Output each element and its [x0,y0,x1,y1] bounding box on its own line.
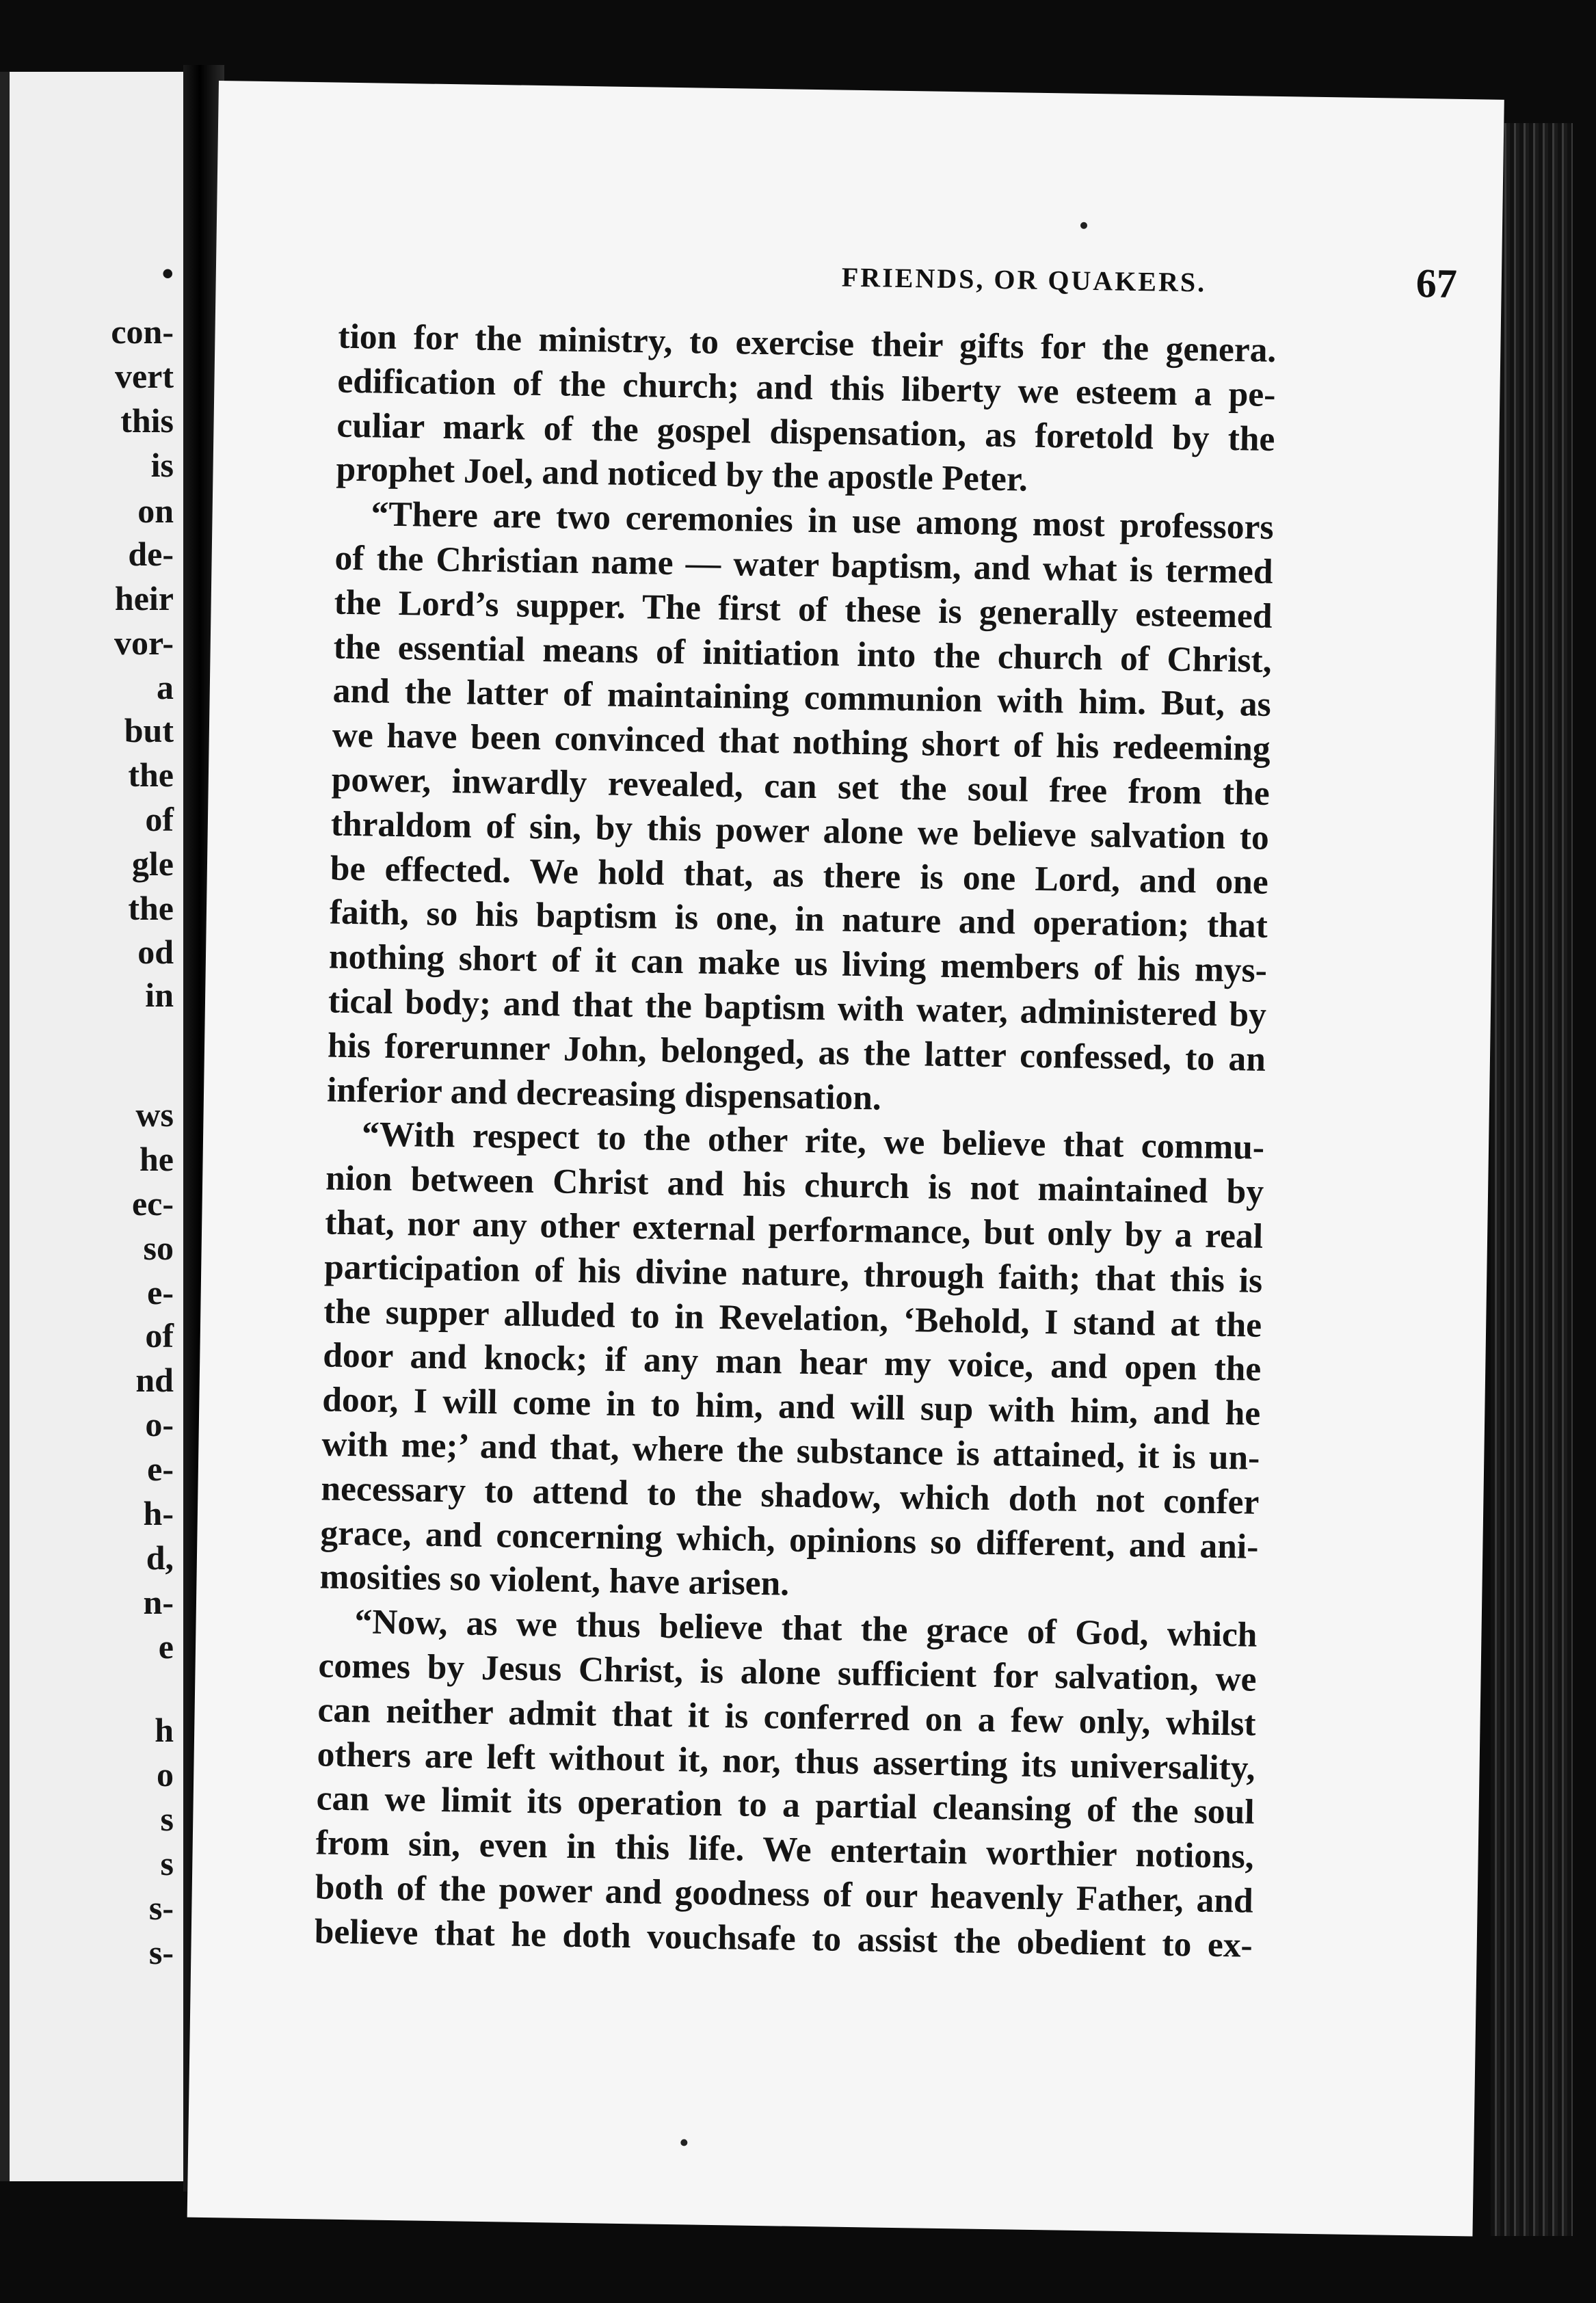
text-line: culiar mark of the gospel dispensation, as foretold by the [336,405,1275,459]
text-line: with me;’ and that, where the substance is attained, it is un- [321,1424,1260,1478]
left-page-text-fragment: vor- [114,624,174,662]
left-page-text-fragment: d, [146,1539,174,1577]
left-page-text-fragment: a [157,668,174,706]
text-line: both of the power and goodness of our heavenly Father, and [315,1867,1254,1921]
ink-speck [1080,222,1087,229]
text-line: mosities so violent, have arisen. [319,1557,790,1603]
page-edges [1491,123,1573,2236]
text-line: “With respect to the other rite, we believe that commu- [361,1115,1265,1168]
text-line: edification of the church; and this liberty we esteem a pe- [337,361,1276,414]
text-line: participation of his divine nature, through faith; that this is [323,1247,1263,1301]
left-page-text-fragment: nd [135,1361,174,1399]
left-page-text-fragment: s- [148,1889,174,1927]
text-line: nothing short of it can make us living members of his mys- [328,937,1268,991]
text-line: that, nor any other external performance, but only by a real [324,1203,1264,1256]
left-page-text-fragment: s- [148,1933,174,1971]
left-page-text-fragment: so [143,1229,174,1267]
left-page-fragment [0,72,183,2181]
text-line: from sin, even in this life. We entertain worthier notions, [315,1823,1255,1876]
left-page-text-fragment: s [160,1800,174,1838]
left-page-text-fragment: de- [128,535,174,573]
text-line: thraldom of sin, by this power alone we believe salvation to [330,804,1270,857]
left-page-text-fragment: this [120,401,174,440]
left-page-text-fragment: od [137,933,174,971]
text-line: inferior and decreasing dispensation. [326,1070,882,1118]
left-page-text-fragment: vert [114,357,174,395]
left-page-text-fragment: on [137,492,174,530]
text-line: the Lord’s supper. The first of these is generally esteemed [334,583,1273,636]
text-line: be effected. We hold that, as there is one Lord, and one [330,849,1269,902]
left-page-text-fragment: but [124,711,174,749]
left-page-text-fragment: s [160,1844,174,1882]
text-line: door and knock; if any man hear my voice, and open the [322,1335,1262,1389]
page-header [527,256,1457,318]
text-line: “There are two ceremonies in use among most professors [371,494,1274,548]
left-page-text-fragment: of [145,1316,174,1355]
body-text [314,315,1276,1969]
left-page-text-fragment: is [150,446,174,484]
text-line: prophet Joel, and noticed by the apostle Peter. [336,450,1028,499]
left-page-text-fragment: the [128,756,174,794]
left-page-text-fragment: o [157,1755,174,1794]
text-line: can we limit its operation to a partial cleansing of the soul [316,1779,1255,1833]
left-page-text-fragment: in [145,976,174,1014]
page-number: 67 [1415,261,1458,306]
left-page-text-fragment: e- [147,1273,174,1312]
text-line: “Now, as we thus believe that the grace of God, which [354,1602,1258,1655]
text-line: his forerunner John, belonged, as the latter confessed, to an [327,1026,1266,1079]
text-line: tion for the ministry, to exercise their gifts for the genera. [338,317,1277,370]
left-page-text-fragment: e- [147,1450,174,1488]
text-line: can neither admit that it is conferred on a few only, whilst [317,1690,1256,1744]
text-line: and the latter of maintaining communion with him. But, as [332,671,1272,725]
text-line: faith, so his baptism is one, in nature and operation; that [329,892,1268,946]
left-page-text-fragment: • [161,254,174,293]
text-line: tical body; and that the baptism with water, administered by [328,981,1267,1035]
left-page-text-fragment: heir [114,579,174,617]
text-line: power, inwardly revealed, can set the soul free from the [331,760,1271,813]
text-line: we have been convinced that nothing short of his redeeming [332,715,1271,769]
text-line: others are left without it, nor, thus asserting its universality, [317,1734,1255,1788]
left-page-text-fragment: gle [131,844,174,883]
left-page-text-fragment: con- [111,312,174,351]
left-page-text-fragment: ws [135,1095,174,1134]
left-page-text-fragment: h [155,1711,174,1749]
text-line: comes by Jesus Christ, is alone sufficient for salvation, we [318,1646,1257,1699]
left-page-text-fragment: of [145,800,174,838]
text-line: door, I will come in to him, and will sup with him, and he [321,1380,1261,1433]
text-line: believe that he doth vouchsafe to assist the obedient to ex- [314,1912,1253,1965]
left-page-text-fragment: the [128,889,174,927]
left-page-text-fragment: ec- [131,1184,174,1223]
left-page-text-fragment: he [139,1140,174,1178]
text-line: nion between Christ and his church is not maintained by [325,1158,1264,1212]
running-head: FRIENDS, OR QUAKERS. [841,261,1207,298]
left-page-edge [0,72,10,2181]
text-line: the essential means of initiation into the church of Christ, [333,627,1273,680]
text-line: grace, and concerning which, opinions so different, and ani- [320,1513,1259,1567]
left-page-text-fragment: n- [143,1583,174,1621]
left-page-text-fragment: h- [143,1494,174,1532]
right-page [187,81,1504,2237]
ink-speck [680,2139,687,2146]
left-page-text-fragment: e [158,1627,174,1666]
text-line: necessary to attend to the shadow, which doth not confer [321,1469,1260,1522]
left-page-text-fragment: o- [145,1405,174,1443]
text-line: the supper alluded to in Revelation, ‘Behold, I stand at the [323,1292,1262,1345]
text-line: of the Christian name — water baptism, and what is termed [334,538,1273,591]
